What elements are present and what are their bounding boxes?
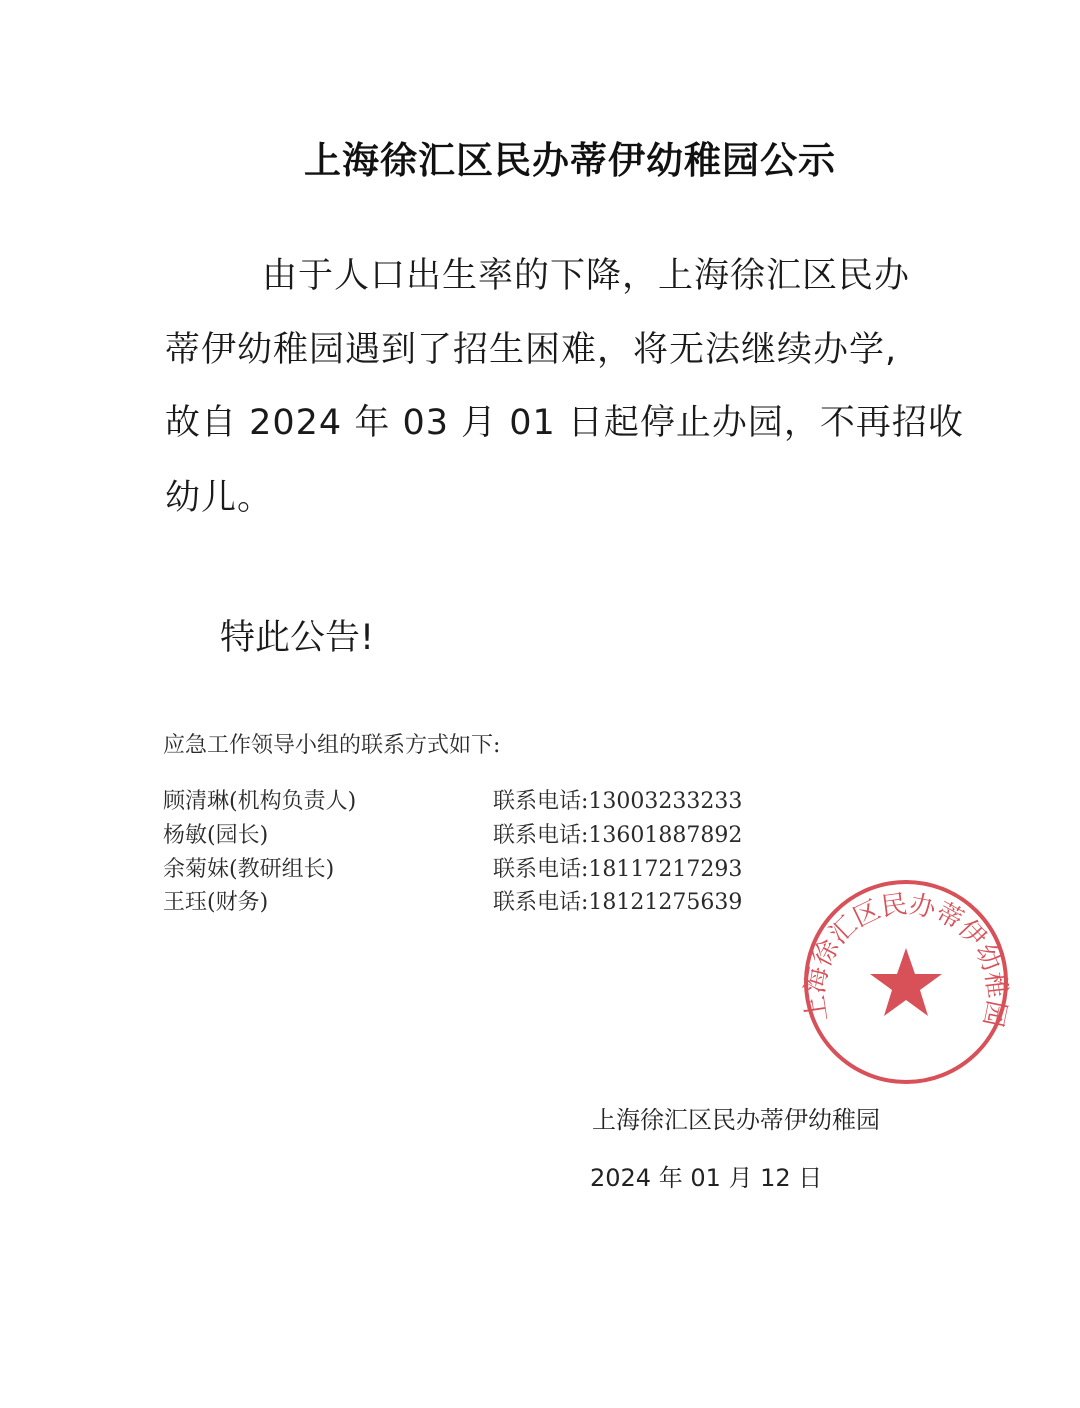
body-line: 蒂伊幼稚园遇到了招生困难，将无法继续办学, <box>165 330 898 370</box>
contact-row <box>163 885 783 916</box>
contact-row <box>163 784 783 815</box>
seal-text: 上海徐汇区民办蒂伊幼稚园 <box>800 889 1012 1030</box>
signature-date: 2024 年 01 月 12 日 <box>590 1164 823 1192</box>
page-title: 上海徐汇区民办蒂伊幼稚园公示 <box>304 139 836 182</box>
contact-row <box>163 818 783 849</box>
contact-name: 顾清琳(机构负责人) <box>163 789 357 814</box>
contact-row <box>163 852 783 883</box>
contact-name: 杨敏(园长) <box>163 823 269 848</box>
body-line: 幼儿。 <box>165 478 274 518</box>
body-line: 由于人口出生率的下降，上海徐汇区民办 <box>262 256 911 296</box>
signature-org: 上海徐汇区民办蒂伊幼稚园 <box>592 1106 880 1134</box>
contact-name: 王珏(财务) <box>163 890 269 915</box>
body-line: 故自 2024 年 03 月 01 日起停止办园，不再招收 <box>165 403 964 443</box>
contact-phone: 联系电话:13003233233 <box>493 789 743 814</box>
contact-phone: 联系电话:18117217293 <box>493 857 743 882</box>
contact-phone: 联系电话:18121275639 <box>493 890 743 915</box>
contacts-heading: 应急工作领导小组的联系方式如下: <box>163 733 501 758</box>
contact-phone: 联系电话:13601887892 <box>493 823 743 848</box>
contact-name: 余菊妹(教研组长) <box>163 857 335 882</box>
closing-statement: 特此公告! <box>220 618 375 658</box>
star-icon <box>870 948 942 1016</box>
official-seal <box>800 876 1012 1088</box>
